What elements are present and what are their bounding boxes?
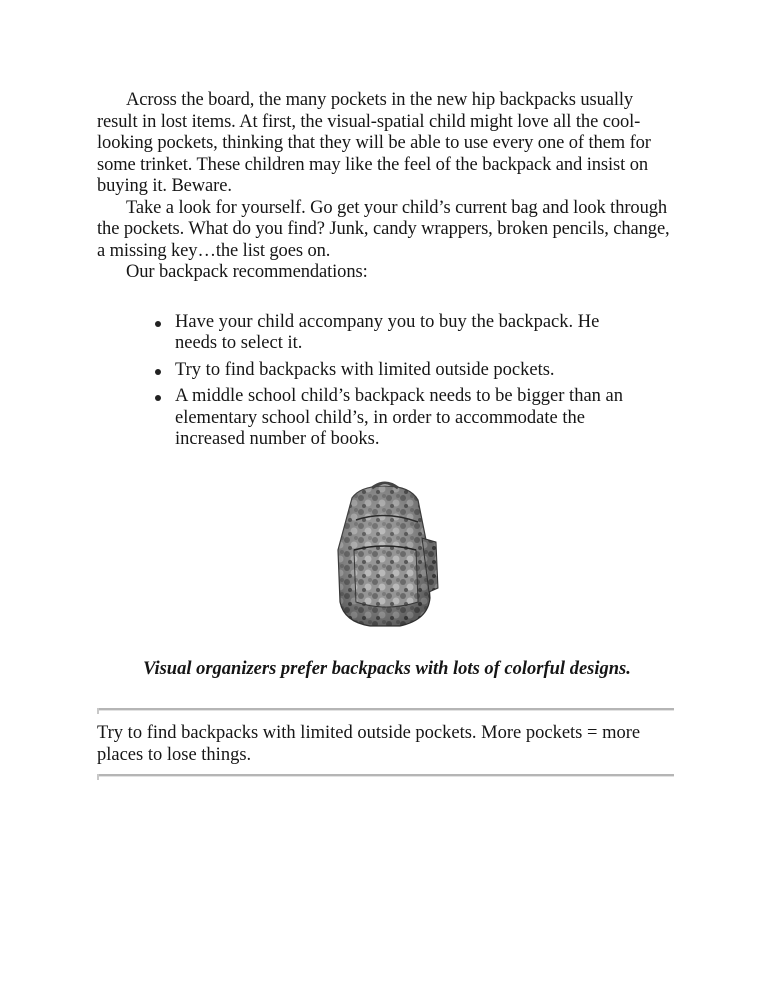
list-item: [155, 386, 635, 451]
list-item: [155, 312, 635, 355]
paragraph-recommendations: Our backpack recommendations:: [126, 262, 368, 282]
bullet-icon: [155, 321, 161, 327]
bullet-icon: [155, 369, 161, 375]
tip-divider-cap: [97, 708, 99, 714]
backpack-photo-icon: [330, 480, 442, 630]
document-body: [97, 90, 677, 456]
list-item-text: Try to find backpacks with limited outside pockets.: [175, 359, 555, 380]
recommendation-list: [97, 312, 635, 451]
list-item-text: Have your child accompany you to buy the backpack. He needs to select it.: [175, 311, 600, 353]
bullet-icon: [155, 395, 161, 401]
tip-divider-cap: [97, 774, 99, 780]
paragraph-intro: Across the board, the many pockets in the new hip backpacks usually result in lost items. At first, the visual-spatial child might love all the cool-looking pockets, thinking that they will be able to use every one of them for some trinket. These children may like the feel of the backpack and insist on buying it. Beware.: [97, 90, 651, 196]
list-item: [155, 360, 635, 382]
tip-divider-top: [97, 708, 674, 711]
list-item-text: A middle school child’s backpack needs to be bigger than an elementary school child’s, in order to accommodate the increased number of books.: [175, 386, 623, 449]
figure-caption: Visual organizers prefer backpacks with lots of colorful designs.: [143, 659, 631, 679]
paragraph-look: Take a look for yourself. Go get your child’s current bag and look through the pockets. What do you find? Junk, candy wrappers, broken pencils, change, a missing key…the list goes on.: [97, 197, 670, 261]
tip-divider-bottom: [97, 774, 674, 777]
tip-text: Try to find backpacks with limited outside pockets. More pockets = more places to lose things.: [97, 723, 641, 765]
